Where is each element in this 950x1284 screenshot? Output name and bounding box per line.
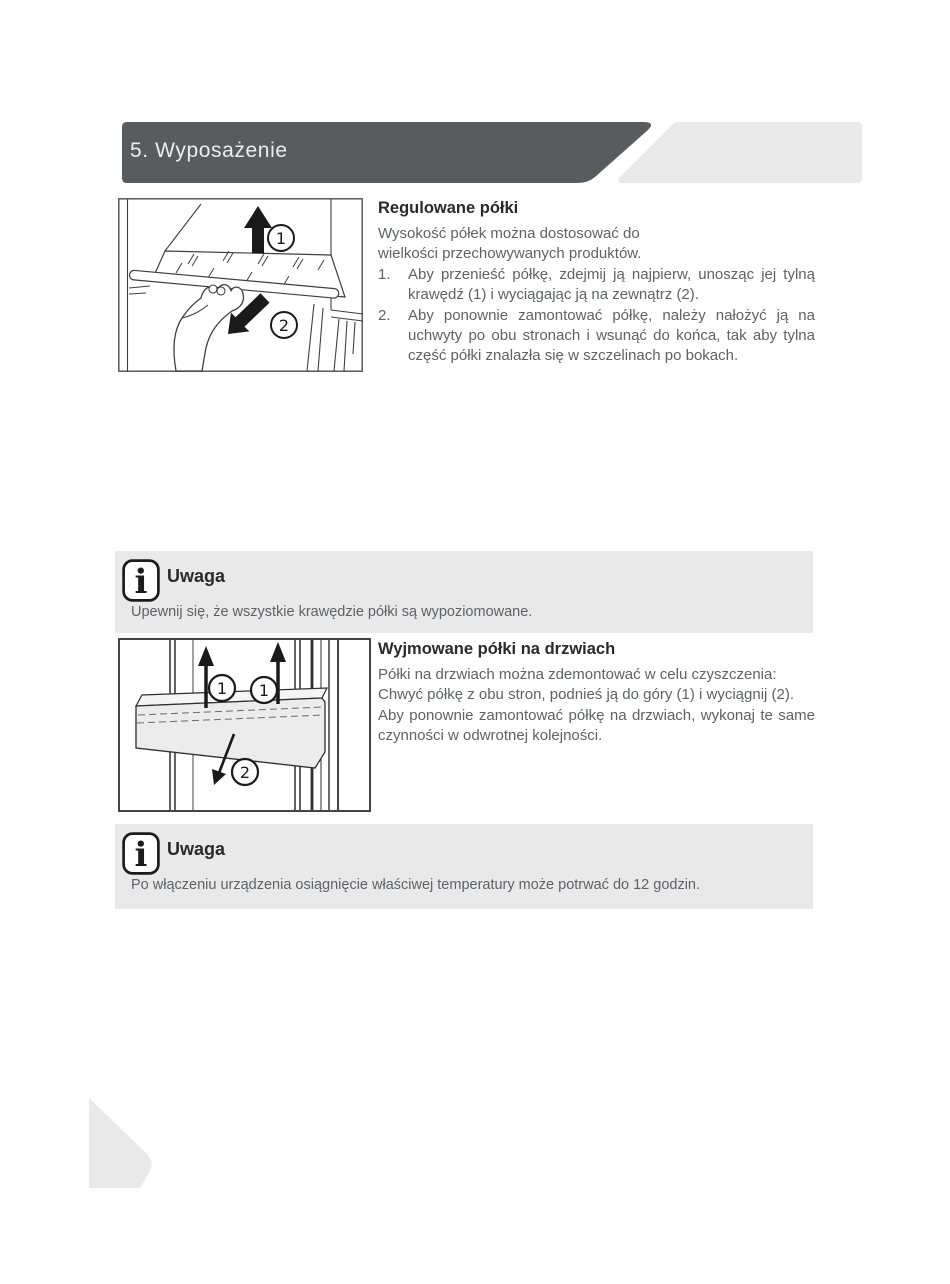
info-icon <box>122 559 160 602</box>
numbered-list <box>378 265 815 367</box>
section-heading: Wyjmowane półki na drzwiach <box>378 640 616 658</box>
step1-label-right: 1 <box>258 681 270 700</box>
list-item <box>378 265 815 306</box>
list-item-number: 1. <box>378 265 391 283</box>
body-line: Półki na drzwiach można zdemontować w celu czyszczenia: <box>378 666 777 683</box>
corner-decoration <box>89 1098 159 1188</box>
note-text: Upewnij się, że wszystkie krawędzie półki są wypoziomowane. <box>131 604 533 620</box>
step2-label: 2 <box>239 763 251 782</box>
figure-door-shelf <box>118 638 371 812</box>
list-item-text: Aby przenieść półkę, zdejmij ją najpierw, unosząc jej tylną krawędź (1) i wyciągając ją na zewnątrz (2). <box>408 265 815 304</box>
figure-adjustable-shelf <box>118 198 363 372</box>
intro-line: wielkości przechowywanych produktów. <box>378 245 642 263</box>
body-paragraph: Aby ponownie zamontować półkę na drzwiach, wykonaj te same czynności w odwrotnej kolejności. <box>378 706 815 745</box>
list-item-number: 2. <box>378 306 391 324</box>
info-icon-glyph: i <box>134 835 148 875</box>
header-banner-graphic <box>0 0 950 200</box>
list-item-text: Aby ponownie zamontować półkę, należy nałożyć ją na uchwyty po obu stronach i wsunąć do końca, tak aby tylna część półki znalazła się w szczelinach po bokach. <box>408 306 815 365</box>
section-adjustable-shelves <box>378 198 815 367</box>
intro-line: Wysokość półek można dostosować do <box>378 225 640 242</box>
step2-label: 2 <box>278 316 290 335</box>
note-box-1 <box>115 551 813 633</box>
note-title: Uwaga <box>167 839 226 859</box>
header-banner-gray-shape <box>618 122 862 183</box>
section-door-shelves <box>378 639 815 747</box>
step1-label-left: 1 <box>216 679 228 698</box>
note-title: Uwaga <box>167 566 226 586</box>
info-icon-glyph: i <box>134 562 148 602</box>
info-icon <box>122 832 160 875</box>
page-title: 5. Wyposażenie <box>130 139 288 162</box>
note-text: Po włączeniu urządzenia osiągnięcie właściwej temperatury może potrwać do 12 godzin. <box>131 877 701 893</box>
section-heading: Regulowane półki <box>378 199 519 217</box>
note-box-2 <box>115 824 813 909</box>
list-item <box>378 306 815 367</box>
body-line: Chwyć półkę z obu stron, podnieś ją do góry (1) i wyciągnij (2). <box>378 686 795 704</box>
step1-label: 1 <box>275 229 287 248</box>
